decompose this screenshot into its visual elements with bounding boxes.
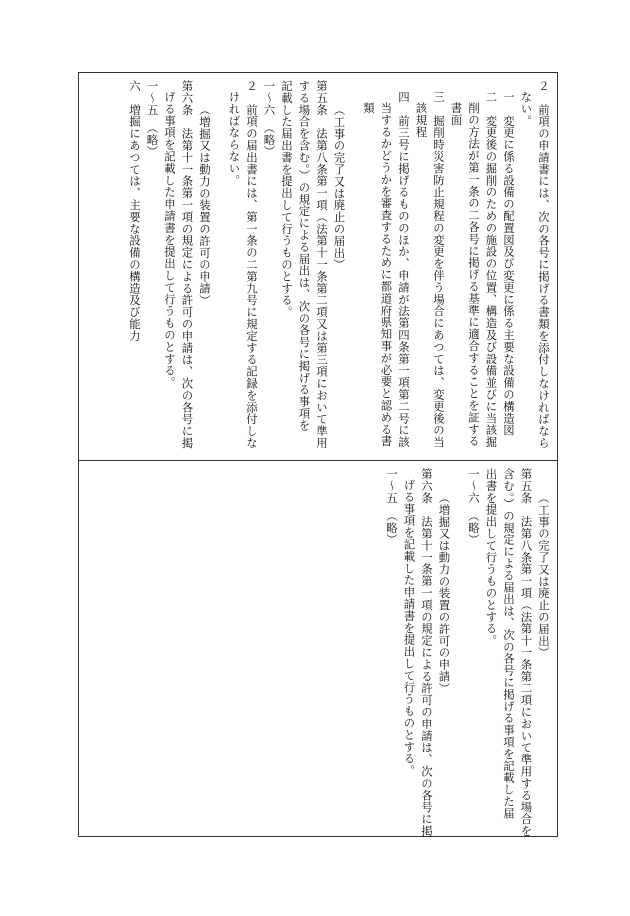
top-border [78,72,558,73]
article-5-paragraph-2: ２ 前項の届出書には、第一条の二第九号に規定する記録を添付しな [245,80,259,449]
item-4-cont: 類 [362,102,376,114]
right-border [557,72,558,836]
bottom-border [78,836,558,837]
item-2-cont: 書面 [449,102,464,126]
article-6-cont: げる事項を記載した申請書を提出して行うものとする。 [163,91,177,389]
paragraph-2: ２ 前項の申請書には、次の各号に掲げる書類を添付しなければなら [537,80,551,449]
article-5-paragraph-2-cont: ければならない。 [227,91,242,187]
article-5-items: 一～六 （略） [467,468,481,546]
paragraph-2-cont: ない。 [519,91,534,127]
item-4-cont: 当するかどうかを審査するために都道府県知事が必要と認める書 [379,102,394,448]
item-3: 三 掘削時災害防止規程の変更を伴う場合にあつては、変更後の当 [432,91,446,448]
article-6-heading: （増掘又は動力の装置の許可の申請） [198,104,212,307]
item-3-cont: 該規程 [414,102,429,138]
article-5-heading: （工事の完了又は廃止の届出） [332,104,347,271]
article-5-cont: 含む。）の規定による届出は、次の各号に掲げる事項を記載した届 [502,468,516,820]
article-5-cont: 出書を提出して行うものとする。 [484,468,499,647]
article-6-heading: （増掘又は動力の装置の許可の申請） [437,492,452,695]
item-1: 一 変更に係る設備の配置図及び変更に係る主要な設備の構造図 [502,91,516,437]
article-6: 第六条 法第十一条第一項の規定による許可の申請は、次の各号に掲 [420,468,434,837]
amended-text-column [126,80,553,452]
article-6-cont: げる事項を記載した申請書を提出して行うものとする。 [402,479,417,777]
article-6-item-6: 六 増掘にあつては、主要な設備の構造及び能力 [128,80,142,342]
article-6: 第六条 法第十一条第一項の規定による許可の申請は、次の各号に掲 [180,80,195,449]
article-6-items: 一～五 （略） [145,80,160,158]
current-text-column [383,468,553,837]
item-2-cont: 削の方法が第一条の二各号に掲げる基準に適合することを証する [467,102,481,448]
item-2: 二 変更後の掘削のための施設の位置、構造及び設備並びに当該掘 [484,91,499,448]
article-5-items: 一～六 （略） [262,80,277,158]
middle-divider [78,460,558,461]
article-5-heading: （工事の完了又は廃止の届出） [537,492,551,659]
article-5-cont: 記載した届出書を提出して行うものとする。 [280,80,294,318]
article-5: 第五条 法第八条第一項（法第十一条第二項において準用する場合を [519,468,534,837]
article-5-cont: する場合を含む。）の規定による届出は、次の各号に掲げる事項を [297,80,312,432]
left-border [78,72,79,836]
article-6-items: 一～五 （略） [385,468,399,546]
item-4: 四 前三号に掲げるもののほか、申請が法第四条第一項第二号に該 [397,91,411,448]
article-5: 第五条 法第八条第一項（法第十一条第二項又は第三項において準用 [315,80,329,449]
